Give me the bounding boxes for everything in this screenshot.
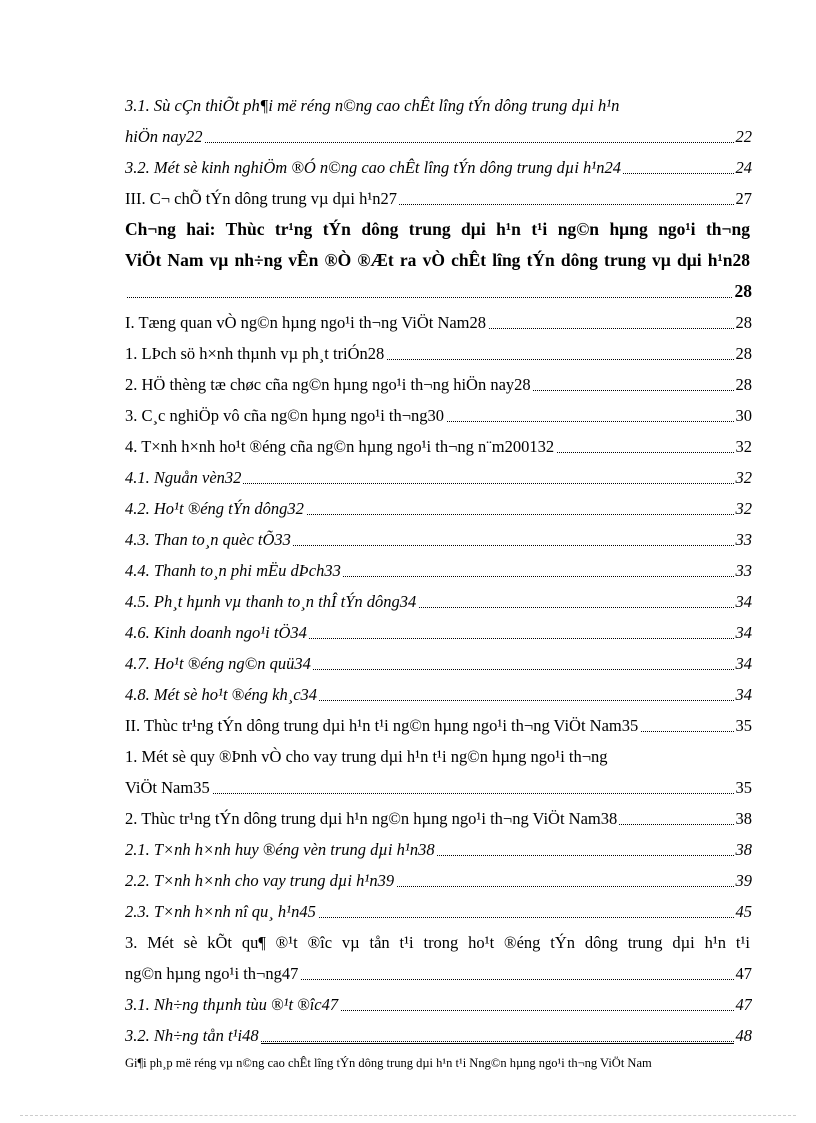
toc-entry[interactable] bbox=[125, 462, 752, 493]
toc-page-number: 27 bbox=[734, 183, 753, 214]
toc-page-number: 47 bbox=[734, 958, 753, 989]
toc-entry-text: 3.1. Sù cÇn thiÕt ph¶i më réng n©ng cao chÊt lîng tÝn dông trung dµi h¹n bbox=[125, 96, 620, 115]
toc-entry[interactable] bbox=[125, 648, 752, 679]
toc-entry[interactable] bbox=[125, 772, 752, 803]
toc-entry[interactable] bbox=[125, 493, 752, 524]
toc-entry-text: III. C¬ chÕ tÝn dông trung vµ dµi h¹n27 bbox=[125, 189, 398, 208]
toc-page-number: 45 bbox=[734, 896, 753, 927]
toc-entry[interactable] bbox=[125, 710, 752, 741]
toc-entry-text: 4.8. Mét sè ho¹t ®éng kh¸c34 bbox=[125, 685, 318, 704]
toc-page-number: 38 bbox=[734, 834, 753, 865]
toc-chapter-heading[interactable] bbox=[125, 245, 752, 276]
toc-entry-text: 4.6. Kinh doanh ngo¹i tÖ34 bbox=[125, 623, 307, 642]
toc-page-number: 24 bbox=[734, 152, 753, 183]
toc-page-number: 28 bbox=[734, 338, 753, 369]
toc-entry[interactable] bbox=[125, 276, 752, 307]
toc-entry[interactable] bbox=[125, 741, 752, 772]
toc-entry-text: 2. Thùc tr¹ng tÝn dông trung dµi h¹n ng©n hµng ngo¹i th¬ng ViÖt Nam38 bbox=[125, 809, 618, 828]
toc-entry-text: 4.2. Ho¹t ®éng tÝn dông32 bbox=[125, 499, 304, 518]
toc-page-number: 34 bbox=[734, 679, 753, 710]
toc-entry[interactable] bbox=[125, 803, 752, 834]
toc-entry-text: 2.2. T×nh h×nh cho vay trung dµi h¹n39 bbox=[125, 871, 395, 890]
toc-entry-text: hiÖn nay22 bbox=[125, 127, 203, 146]
toc-page-number: 28 bbox=[734, 307, 753, 338]
toc-entry-text: 4.3. Than to¸n quèc tÕ33 bbox=[125, 530, 291, 549]
toc-entry[interactable] bbox=[125, 183, 752, 214]
toc-entry-text: 4. T×nh h×nh ho¹t ®éng cña ng©n hµng ngo¹i th¬ng n¨m200132 bbox=[125, 437, 555, 456]
toc-page-number: 32 bbox=[734, 431, 753, 462]
toc-entry[interactable] bbox=[125, 369, 752, 400]
toc-entry[interactable] bbox=[125, 524, 752, 555]
toc-entry-text: 2.3. T×nh h×nh nî qu¸ h¹n45 bbox=[125, 902, 316, 921]
toc-entry[interactable] bbox=[125, 958, 752, 989]
toc-chapter-heading[interactable] bbox=[125, 214, 752, 245]
toc-entry[interactable] bbox=[125, 121, 752, 152]
toc-entry-text: 1. LÞch sö h×nh thµnh vµ ph¸t triÓn28 bbox=[125, 344, 385, 363]
toc-page-number: 34 bbox=[734, 617, 753, 648]
toc-entry-text: 1. Mét sè quy ®Þnh vÒ cho vay trung dµi h¹n t¹i ng©n hµng ngo¹i th¬ng bbox=[125, 747, 608, 766]
toc-page-number: 48 bbox=[734, 1020, 753, 1051]
toc-entry-text: I. Tæng quan vÒ ng©n hµng ngo¹i th¬ng ViÖt Nam28 bbox=[125, 313, 487, 332]
toc-page-number: 33 bbox=[734, 555, 753, 586]
toc-entry[interactable] bbox=[125, 400, 752, 431]
toc-entry-text: 3. Mét sè kÕt qu¶ ®¹t ®îc vµ tån t¹i trong ho¹t ®éng tÝn dông trung dµi h¹n t¹i bbox=[125, 933, 750, 952]
toc-page-number: 34 bbox=[734, 648, 753, 679]
toc-entry[interactable] bbox=[125, 152, 752, 183]
page-bottom-border bbox=[20, 1115, 796, 1116]
toc-entry[interactable] bbox=[125, 431, 752, 462]
toc-entry[interactable] bbox=[125, 338, 752, 369]
toc-page-number: 35 bbox=[734, 710, 753, 741]
toc-entry-text: 4.4. Thanh to¸n phi mËu dÞch33 bbox=[125, 561, 341, 580]
toc-entry[interactable] bbox=[125, 307, 752, 338]
toc-entry[interactable] bbox=[125, 1020, 752, 1051]
toc-page-number: 38 bbox=[734, 803, 753, 834]
toc-entry-text: 3.2. Nh÷ng tån t¹i48 bbox=[125, 1026, 259, 1045]
toc-entry-text: 4.1. Nguån vèn32 bbox=[125, 468, 242, 487]
toc-page-number: 35 bbox=[734, 772, 753, 803]
toc-page-number: 22 bbox=[734, 121, 753, 152]
toc-entry-text: Ch¬ng hai: Thùc tr¹ng tÝn dông trung dµi h¹n t¹i ng©n hµng ngo¹i th¬ng bbox=[125, 219, 750, 239]
table-of-contents bbox=[125, 90, 752, 1051]
leader-dots bbox=[125, 297, 752, 298]
leader-dots bbox=[125, 793, 752, 794]
toc-entry[interactable] bbox=[125, 679, 752, 710]
toc-page-number: 33 bbox=[734, 524, 753, 555]
toc-entry[interactable] bbox=[125, 927, 752, 958]
toc-page-number: 34 bbox=[734, 586, 753, 617]
toc-entry-text: 3.1. Nh÷ng thµnh tùu ®¹t ®îc47 bbox=[125, 995, 339, 1014]
toc-entry-text bbox=[125, 281, 127, 301]
toc-page-number: 32 bbox=[734, 493, 753, 524]
toc-entry-text: ViÖt Nam vµ nh÷ng vÊn ®Ò ®Æt ra vÒ chÊt lîng tÝn dông trung vµ dµi h¹n28 bbox=[125, 250, 750, 270]
toc-entry-text: 3.2. Mét sè kinh nghiÖm ®Ó n©ng cao chÊt lîng tÝn dông trung dµi h¹n24 bbox=[125, 158, 621, 177]
toc-entry[interactable] bbox=[125, 989, 752, 1020]
toc-entry-text: ng©n hµng ngo¹i th¬ng47 bbox=[125, 964, 299, 983]
toc-entry-text: 4.7. Ho¹t ®éng ng©n quü34 bbox=[125, 654, 311, 673]
toc-entry-text: 2. HÖ thèng tæ chøc cña ng©n hµng ngo¹i th¬ng hiÖn nay28 bbox=[125, 375, 531, 394]
toc-entry-text: 4.5. Ph¸t hµnh vµ thanh to¸n thÎ tÝn dông34 bbox=[125, 592, 417, 611]
toc-entry-text: ViÖt Nam35 bbox=[125, 778, 210, 797]
toc-entry[interactable] bbox=[125, 834, 752, 865]
toc-page-number: 28 bbox=[734, 369, 753, 400]
toc-entry[interactable] bbox=[125, 586, 752, 617]
toc-entry[interactable] bbox=[125, 865, 752, 896]
toc-page-number: 28 bbox=[733, 276, 753, 307]
toc-entry[interactable] bbox=[125, 896, 752, 927]
toc-page-number: 47 bbox=[734, 989, 753, 1020]
page-footer: Gi¶i ph¸p më réng vµ n©ng cao chÊt lîng tÝn dông trung dµi h¹n t¹i Nng©n hµng ngo¹i th¬ng ViÖt Nam bbox=[125, 1056, 652, 1070]
toc-page-number: 32 bbox=[734, 462, 753, 493]
toc-entry-text: 3. C¸c nghiÖp vô cña ng©n hµng ngo¹i th¬ng30 bbox=[125, 406, 445, 425]
toc-page-number: 39 bbox=[734, 865, 753, 896]
toc-page-number: 30 bbox=[734, 400, 753, 431]
toc-entry[interactable] bbox=[125, 90, 752, 121]
leader-dots bbox=[125, 142, 752, 143]
toc-entry[interactable] bbox=[125, 617, 752, 648]
toc-entry[interactable] bbox=[125, 555, 752, 586]
toc-entry-text: 2.1. T×nh h×nh huy ®éng vèn trung dµi h¹n38 bbox=[125, 840, 435, 859]
toc-entry-text: II. Thùc tr¹ng tÝn dông trung dµi h¹n t¹i ng©n hµng ngo¹i th¬ng ViÖt Nam35 bbox=[125, 716, 639, 735]
